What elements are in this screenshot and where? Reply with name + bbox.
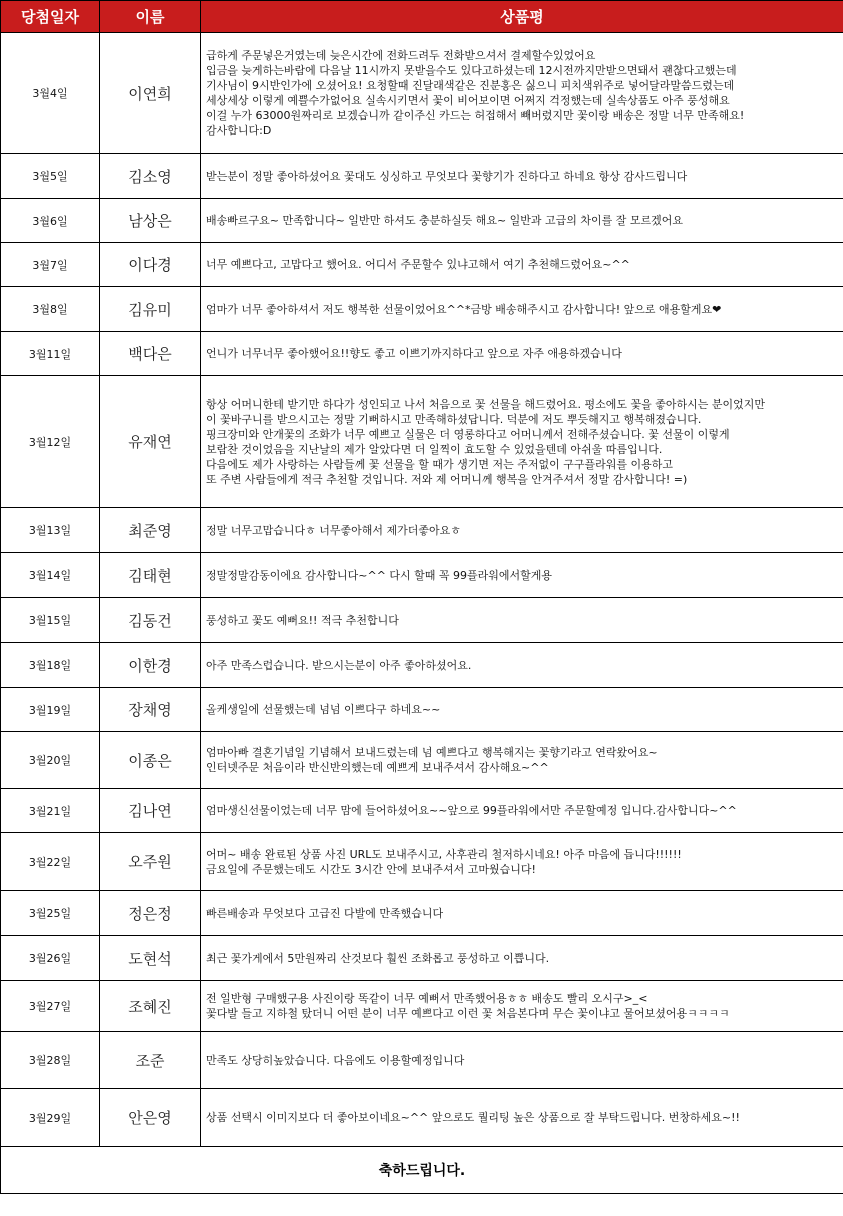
date-cell: 3월7일	[1, 243, 100, 287]
name-cell: 김태현	[100, 553, 201, 598]
date-cell: 3월11일	[1, 332, 100, 376]
table-row	[1, 789, 843, 833]
name-cell: 김유미	[100, 287, 201, 332]
header-name: 이름	[100, 1, 201, 33]
review-cell: 만족도 상당히높았습니다. 다음에도 이용할예정입니다	[201, 1032, 843, 1089]
review-cell: 아주 만족스럽습니다. 받으시는분이 아주 좋아하셨어요.	[201, 643, 843, 688]
review-cell: 올케생일에 선물했는데 넘넘 이쁘다구 하네요~~	[201, 688, 843, 732]
date-cell: 3월15일	[1, 598, 100, 643]
table-row	[1, 688, 843, 732]
table-row	[1, 598, 843, 643]
date-cell: 3월8일	[1, 287, 100, 332]
review-cell: 정말정말감동이에요 감사합니다~^^ 다시 할때 꼭 99플라워에서할게용	[201, 553, 843, 598]
review-cell: 너무 예쁘다고, 고맙다고 했어요. 어디서 주문할수 있냐고해서 여기 추천해드렸어요~^^	[201, 243, 843, 287]
congrats-message: 축하드립니다.	[1, 1147, 843, 1194]
name-cell: 김나연	[100, 789, 201, 833]
table-row	[1, 936, 843, 981]
date-cell: 3월25일	[1, 891, 100, 936]
table-row	[1, 553, 843, 598]
name-cell: 남상은	[100, 199, 201, 243]
name-cell: 이종은	[100, 732, 201, 789]
table-row	[1, 287, 843, 332]
name-cell: 장채영	[100, 688, 201, 732]
review-cell: 배송빠르구요~ 만족합니다~ 일반만 하셔도 충분하실듯 해요~ 일반과 고급의 차이를 잘 모르겠어요	[201, 199, 843, 243]
table-row	[1, 1089, 843, 1147]
name-cell: 조준	[100, 1032, 201, 1089]
date-cell: 3월27일	[1, 981, 100, 1032]
name-cell: 최준영	[100, 508, 201, 553]
table-row	[1, 833, 843, 891]
name-cell: 김소영	[100, 154, 201, 199]
review-cell: 전 일반형 구매했구용 사진이랑 똑같이 너무 예뻐서 만족했어용ㅎㅎ 배송도 빨리 오시구>_< 꽃다발 들고 지하철 탔더니 어떤 분이 너무 예쁘다고 이런 꽃 처음본다며 무슨 꽃이냐고 물어보셨어용ㅋㅋㅋㅋ	[201, 981, 843, 1032]
name-cell: 이다경	[100, 243, 201, 287]
name-cell: 도현석	[100, 936, 201, 981]
date-cell: 3월21일	[1, 789, 100, 833]
date-cell: 3월5일	[1, 154, 100, 199]
name-cell: 백다은	[100, 332, 201, 376]
name-cell: 이연희	[100, 33, 201, 154]
footer-row	[1, 1147, 843, 1194]
date-cell: 3월18일	[1, 643, 100, 688]
name-cell: 정은정	[100, 891, 201, 936]
review-cell: 항상 어머니한테 받기만 하다가 성인되고 나서 처음으로 꽃 선물을 해드렸어요. 평소에도 꽃을 좋아하시는 분이었지만 이 꽃바구니를 받으시고는 정말 기뻐하시고 만족해하셨답니다. 덕분에 저도 뿌듯해지고 행복해졌습니다. 핑크장미와 안개꽃의 조화가 너무 예쁘고 실물은 더 영롱하다고 어머니께서 전해주셨습니다. 꽃 선물이 이렇게 보람찬 것이었음을 지난날의 제가 알았다면 더 일찍이 효도할 수 있었을텐데 아쉬울 따름입니다. 다음에도 제가 사랑하는 사람들께 꽃 선물을 할 때가 생기면 저는 주저없이 구구플라워를 이용하고 또 주변 사람들에게 적극 추천할 것입니다. 저와 제 어머니께 행복을 안겨주셔서 정말 감사합니다! =)	[201, 376, 843, 508]
name-cell: 이한경	[100, 643, 201, 688]
table-row	[1, 243, 843, 287]
date-cell: 3월26일	[1, 936, 100, 981]
table-row	[1, 891, 843, 936]
table-row	[1, 332, 843, 376]
review-cell: 언니가 너무너무 좋아했어요!!향도 좋고 이쁘기까지하다고 앞으로 자주 애용하겠습니다	[201, 332, 843, 376]
table-row	[1, 154, 843, 199]
review-cell: 급하게 주문넣은거였는데 늦은시간에 전화드려두 전화받으셔서 결제할수있었어요 입금을 늦게하는바람에 다음날 11시까지 못받을수도 있다고하셨는데 12시전까지만받으면돼서 괜찮다고했는데 기사님이 9시반인가에 오셨어요! 요청할때 진달래색같은 진분홍은 싫으니 피치색위주로 넣어달라말씀드렸는데 세상세상 이렇게 예쁠수가없어요 실속시키면서 꽃이 비어보이면 어쩌지 걱정했는데 실속상품도 아주 풍성해요 이걸 누가 63000원짜리로 보겠습니까 같이주신 카드는 허접해서 빼버렸지만 꽃이랑 배송은 정말 너무 만족해요! 감사합니다:D	[201, 33, 843, 154]
name-cell: 조혜진	[100, 981, 201, 1032]
date-cell: 3월20일	[1, 732, 100, 789]
date-cell: 3월19일	[1, 688, 100, 732]
table-row	[1, 981, 843, 1032]
table-row	[1, 732, 843, 789]
table-row	[1, 508, 843, 553]
review-cell: 엄마생신선물이었는데 너무 맘에 들어하셨어요~~앞으로 99플라워에서만 주문할예정 입니다.감사합니다~^^	[201, 789, 843, 833]
review-cell: 풍성하고 꽃도 예뻐요!! 적극 추천합니다	[201, 598, 843, 643]
name-cell: 유재연	[100, 376, 201, 508]
table-row	[1, 376, 843, 508]
table-row	[1, 643, 843, 688]
name-cell: 김동건	[100, 598, 201, 643]
name-cell: 안은영	[100, 1089, 201, 1147]
table-row	[1, 199, 843, 243]
date-cell: 3월29일	[1, 1089, 100, 1147]
date-cell: 3월22일	[1, 833, 100, 891]
review-cell: 엄마가 너무 좋아하셔서 저도 행복한 선물이었어요^^*금방 배송해주시고 감사합니다! 앞으로 애용할게요❤	[201, 287, 843, 332]
header-date: 당첨일자	[1, 1, 100, 33]
table-body	[1, 33, 843, 1147]
review-cell: 정말 너무고맙습니다ㅎ 너무좋아해서 제가더좋아요ㅎ	[201, 508, 843, 553]
date-cell: 3월4일	[1, 33, 100, 154]
table-row	[1, 1032, 843, 1089]
review-cell: 빠른배송과 무엇보다 고급진 다발에 만족했습니다	[201, 891, 843, 936]
date-cell: 3월12일	[1, 376, 100, 508]
table-row	[1, 33, 843, 154]
date-cell: 3월28일	[1, 1032, 100, 1089]
date-cell: 3월13일	[1, 508, 100, 553]
review-cell: 받는분이 정말 좋아하셨어요 꽃대도 싱싱하고 무엇보다 꽃향기가 진하다고 하네요 항상 감사드립니다	[201, 154, 843, 199]
review-cell: 최근 꽃가게에서 5만원짜리 산것보다 훨씬 조화롭고 풍성하고 이쁩니다.	[201, 936, 843, 981]
review-cell: 어머~ 배송 완료된 상품 사진 URL도 보내주시고, 사후관리 철저하시네요! 아주 마음에 듭니다!!!!!! 금요일에 주문했는데도 시간도 3시간 안에 보내주셔서 고마웠습니다!	[201, 833, 843, 891]
table-header-row	[1, 1, 843, 33]
name-cell: 오주원	[100, 833, 201, 891]
date-cell: 3월14일	[1, 553, 100, 598]
review-cell: 상품 선택시 이미지보다 더 좋아보이네요~^^ 앞으로도 퀄리팅 높은 상품으로 잘 부탁드립니다. 번창하세요~!!	[201, 1089, 843, 1147]
header-review: 상품평	[201, 1, 843, 33]
date-cell: 3월6일	[1, 199, 100, 243]
review-cell: 엄마아빠 결혼기념일 기념해서 보내드렸는데 넘 예쁘다고 행복해지는 꽃향기라고 연락왔어요~ 인터넷주문 처음이라 반신반의했는데 예쁘게 보내주셔서 감사해요~^^	[201, 732, 843, 789]
